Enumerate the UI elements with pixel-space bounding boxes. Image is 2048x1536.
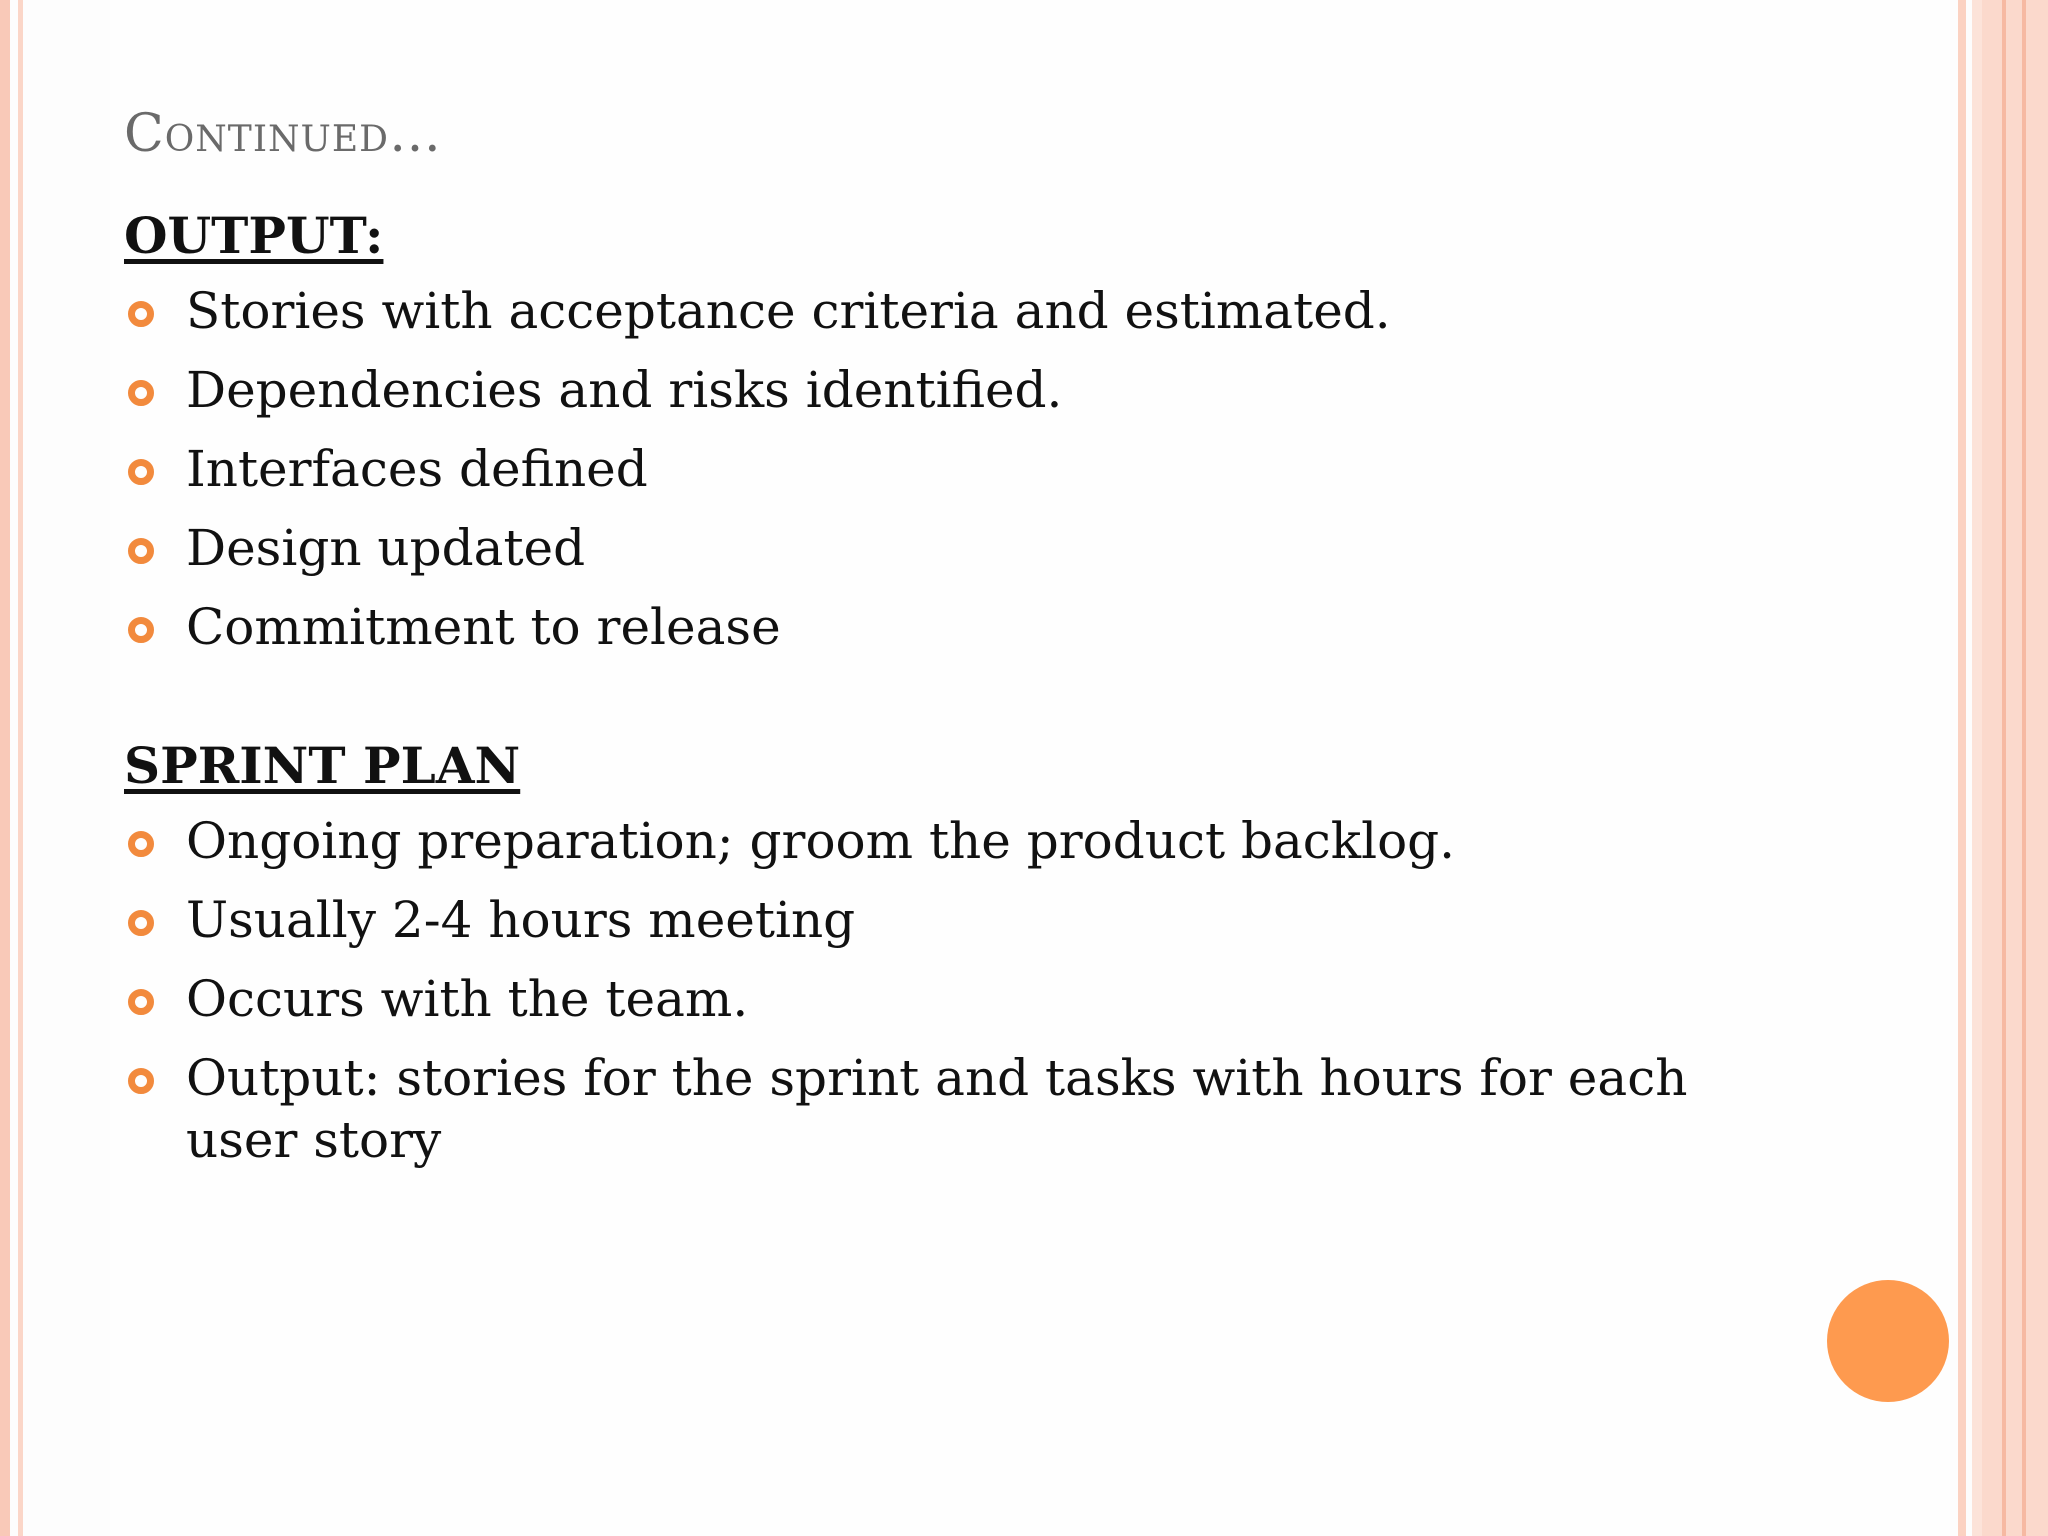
list-item-text: Commitment to release [186,598,781,656]
list-item-text: Occurs with the team. [186,970,749,1028]
list-item [124,517,1744,579]
list-item [124,280,1744,342]
slide-title: Continued… [124,104,443,164]
list-item [124,438,1744,500]
list-item [124,1047,1744,1171]
sprint-plan-heading: SPRINT PLAN [124,736,521,795]
list-item-text: Stories with acceptance criteria and estimated. [186,282,1391,340]
bullet-ring-icon [128,1068,154,1094]
list-item-text: Interfaces defined [186,440,648,498]
list-item-text: Design updated [186,519,586,577]
list-item [124,889,1744,951]
output-bullet-list [124,280,1744,675]
right-border-stripe [2002,0,2006,1536]
bullet-ring-icon [128,910,154,936]
left-border-line [0,0,10,1536]
bullet-ring-icon [128,380,154,406]
bullet-ring-icon [128,617,154,643]
list-item-text: Ongoing preparation; groom the product backlog. [186,812,1456,870]
list-item [124,596,1744,658]
output-heading: OUTPUT: [124,206,384,265]
decorative-orange-circle [1827,1280,1949,1402]
sprint-plan-bullet-list [124,810,1744,1188]
list-item [124,359,1744,421]
list-item-text: Usually 2-4 hours meeting [186,891,856,949]
right-border-line [1958,0,1966,1536]
bullet-ring-icon [128,459,154,485]
right-border-stripe-outer [2022,0,2026,1536]
left-border-line-inner [18,0,23,1536]
bullet-ring-icon [128,301,154,327]
right-border-panel [1982,0,2048,1536]
bullet-ring-icon [128,989,154,1015]
list-item-text: Dependencies and risks identified. [186,361,1063,419]
bullet-ring-icon [128,831,154,857]
list-item-text: Output: stories for the sprint and tasks with hours for each user story [186,1049,1688,1169]
bullet-ring-icon [128,538,154,564]
list-item [124,968,1744,1030]
list-item [124,810,1744,872]
